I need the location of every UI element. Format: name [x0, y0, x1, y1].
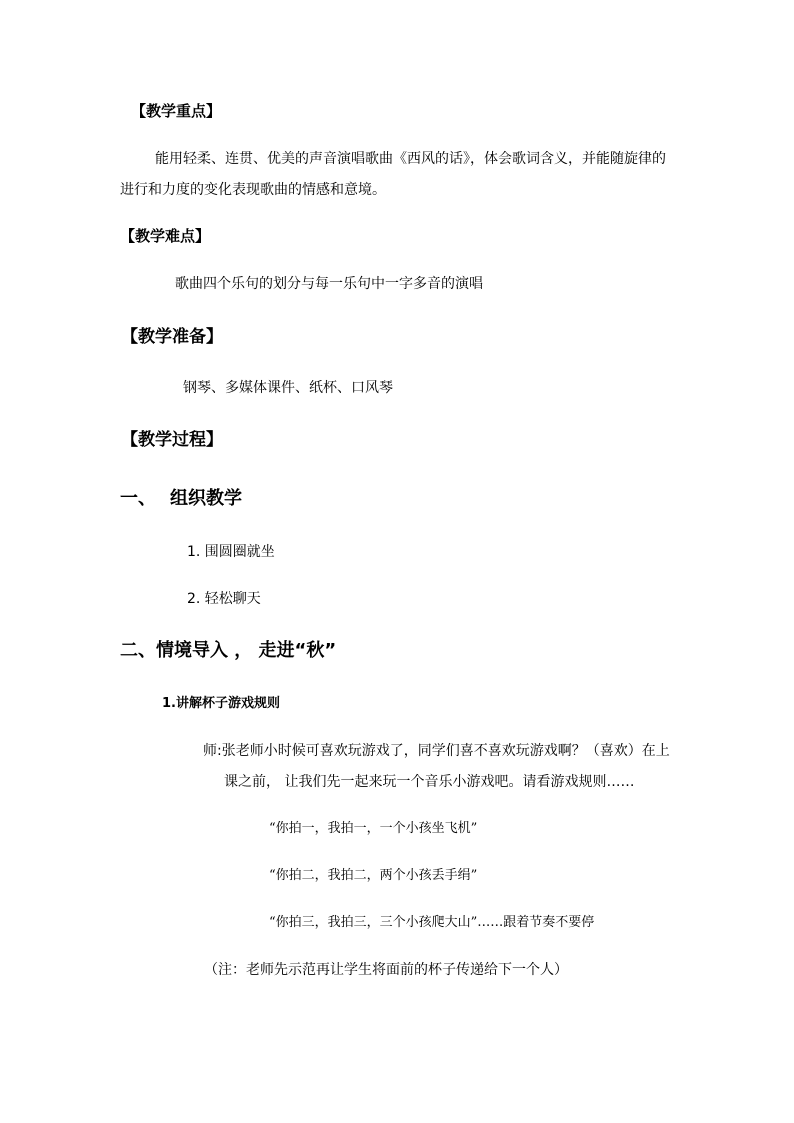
section-1-title: 组织教学	[170, 488, 242, 509]
difficulties-text: 歌曲四个乐句的划分与每一乐句中一字多音的演唱	[175, 276, 483, 292]
preparation-heading: 【教学准备】	[121, 327, 223, 347]
process-heading: 【教学过程】	[121, 430, 223, 450]
section-1-item-2: 2. 轻松聊天	[187, 591, 261, 607]
preparation-text: 钢琴、多媒体课件、纸杯、口风琴	[183, 380, 393, 396]
teacher-line-2: 课之前， 让我们先一起来玩一个音乐小游戏吧。请看游戏规则……	[224, 774, 635, 790]
key-points-line-1: 能用轻柔、连贯、优美的声音演唱歌曲《西风的话》，体会歌词含义，并能随旋律的	[155, 151, 666, 167]
rhyme-line-2: “你拍二，我拍二，两个小孩丢手绢”	[269, 868, 478, 883]
rhyme-line-1: “你拍一，我拍一，一个小孩坐飞机”	[269, 821, 478, 836]
teacher-note: （注：老师先示范再让学生将面前的杯子传递给下一个人）	[204, 962, 568, 978]
section-1-number: 一、	[120, 488, 156, 509]
rhyme-line-3: “你拍三，我拍三，三个小孩爬大山”……跟着节奏不要停	[269, 915, 595, 930]
key-points-heading: 【教学重点】	[131, 102, 222, 120]
key-points-line-2: 进行和力度的变化表现歌曲的情感和意境。	[120, 182, 386, 198]
teacher-line-1: 师:张老师小时候可喜欢玩游戏了，同学们喜不喜欢玩游戏啊？（喜欢）在上	[203, 743, 670, 759]
section-2-subheading: 1.讲解杯子游戏规则	[162, 696, 280, 711]
section-2-title: 二、情境导入 ， 走进“秋”	[120, 640, 337, 661]
difficulties-heading: 【教学难点】	[120, 227, 211, 245]
section-1-item-1: 1. 围圆圈就坐	[187, 544, 275, 560]
